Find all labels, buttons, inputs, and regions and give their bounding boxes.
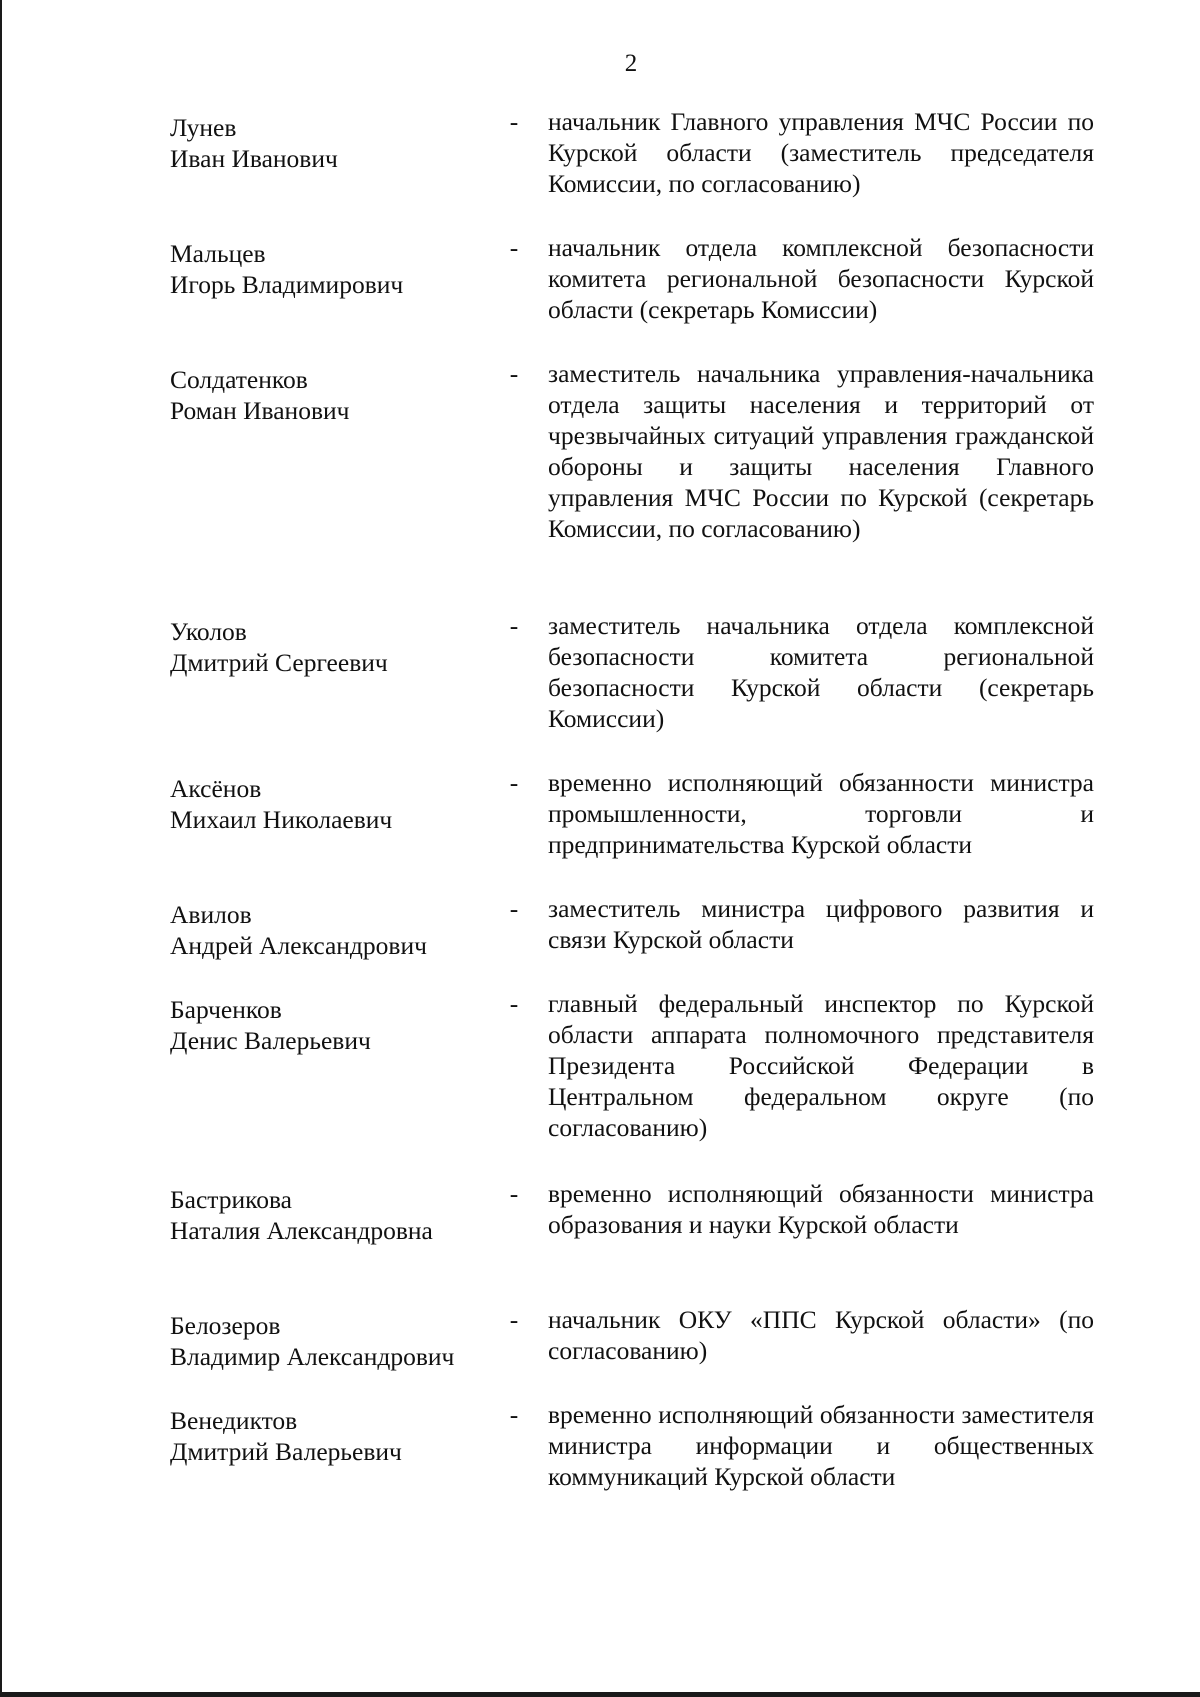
member-surname: Бастрикова (170, 1185, 292, 1214)
member-given-names: Наталия Александровна (170, 1216, 433, 1245)
member-role: заместитель министра цифрового развития и связи Курской области (548, 894, 1094, 954)
member-given-names: Роман Иванович (170, 396, 350, 425)
member-role: заместитель начальника управления-начальника отдела защиты населения и территорий от чрезвычайных ситуаций управления гражданской обороны и защиты населения Главного управления МЧС России по Курской (секретарь Комиссии, по согласованию) (548, 359, 1094, 543)
member-name (170, 994, 500, 1056)
member-role: временно исполняющий обязанности министра промышленности, торговли и предпринимательства Курской области (548, 768, 1094, 859)
member-surname: Аксёнов (170, 774, 262, 803)
member-given-names: Михаил Николаевич (170, 805, 393, 834)
member-surname: Барченков (170, 995, 282, 1024)
member-name (170, 773, 500, 835)
scan-edge-bottom (0, 1692, 1200, 1697)
member-given-names: Игорь Владимирович (170, 270, 404, 299)
member-given-names: Владимир Александрович (170, 1342, 455, 1371)
member-role: начальник ОКУ «ППС Курской области» (по согласованию) (548, 1305, 1094, 1365)
member-surname: Авилов (170, 900, 252, 929)
member-name (170, 1405, 500, 1467)
member-given-names: Андрей Александрович (170, 931, 427, 960)
page-number: 2 (624, 50, 638, 77)
member-surname: Белозеров (170, 1311, 281, 1340)
member-name (170, 364, 500, 426)
member-given-names: Денис Валерьевич (170, 1026, 371, 1055)
member-role: начальник Главного управления МЧС России по Курской области (заместитель председателя Комиссии, по согласованию) (548, 107, 1094, 198)
member-role: временно исполняющий обязанности заместителя министра информации и общественных коммуникаций Курской области (548, 1400, 1094, 1491)
member-name (170, 616, 500, 678)
member-surname: Солдатенков (170, 365, 308, 394)
member-role: главный федеральный инспектор по Курской области аппарата полномочного представителя Президента Российской Федерации в Центральном федеральном округе (по согласованию) (548, 989, 1094, 1142)
separator-dash: - (509, 233, 519, 262)
member-role: временно исполняющий обязанности министра образования и науки Курской области (548, 1179, 1094, 1239)
separator-dash: - (509, 107, 519, 136)
separator-dash: - (509, 989, 519, 1018)
member-name (170, 1310, 500, 1372)
member-name (170, 238, 500, 300)
member-name (170, 899, 500, 961)
member-surname: Венедиктов (170, 1406, 298, 1435)
member-name (170, 1184, 500, 1246)
member-given-names: Иван Иванович (170, 144, 338, 173)
member-given-names: Дмитрий Валерьевич (170, 1437, 402, 1466)
separator-dash: - (509, 1179, 519, 1208)
member-given-names: Дмитрий Сергеевич (170, 648, 388, 677)
separator-dash: - (509, 359, 519, 388)
separator-dash: - (509, 1305, 519, 1334)
member-role: заместитель начальника отдела комплексной безопасности комитета региональной безопасности Курской области (секретарь Комиссии) (548, 611, 1094, 733)
member-name (170, 112, 500, 174)
separator-dash: - (509, 1400, 519, 1429)
member-surname: Уколов (170, 617, 247, 646)
separator-dash: - (509, 611, 519, 640)
member-role: начальник отдела комплексной безопасности комитета региональной безопасности Курской области (секретарь Комиссии) (548, 233, 1094, 324)
separator-dash: - (509, 768, 519, 797)
separator-dash: - (509, 894, 519, 923)
member-surname: Мальцев (170, 239, 266, 268)
member-surname: Лунев (170, 113, 237, 142)
scan-edge-left (0, 0, 2, 1697)
